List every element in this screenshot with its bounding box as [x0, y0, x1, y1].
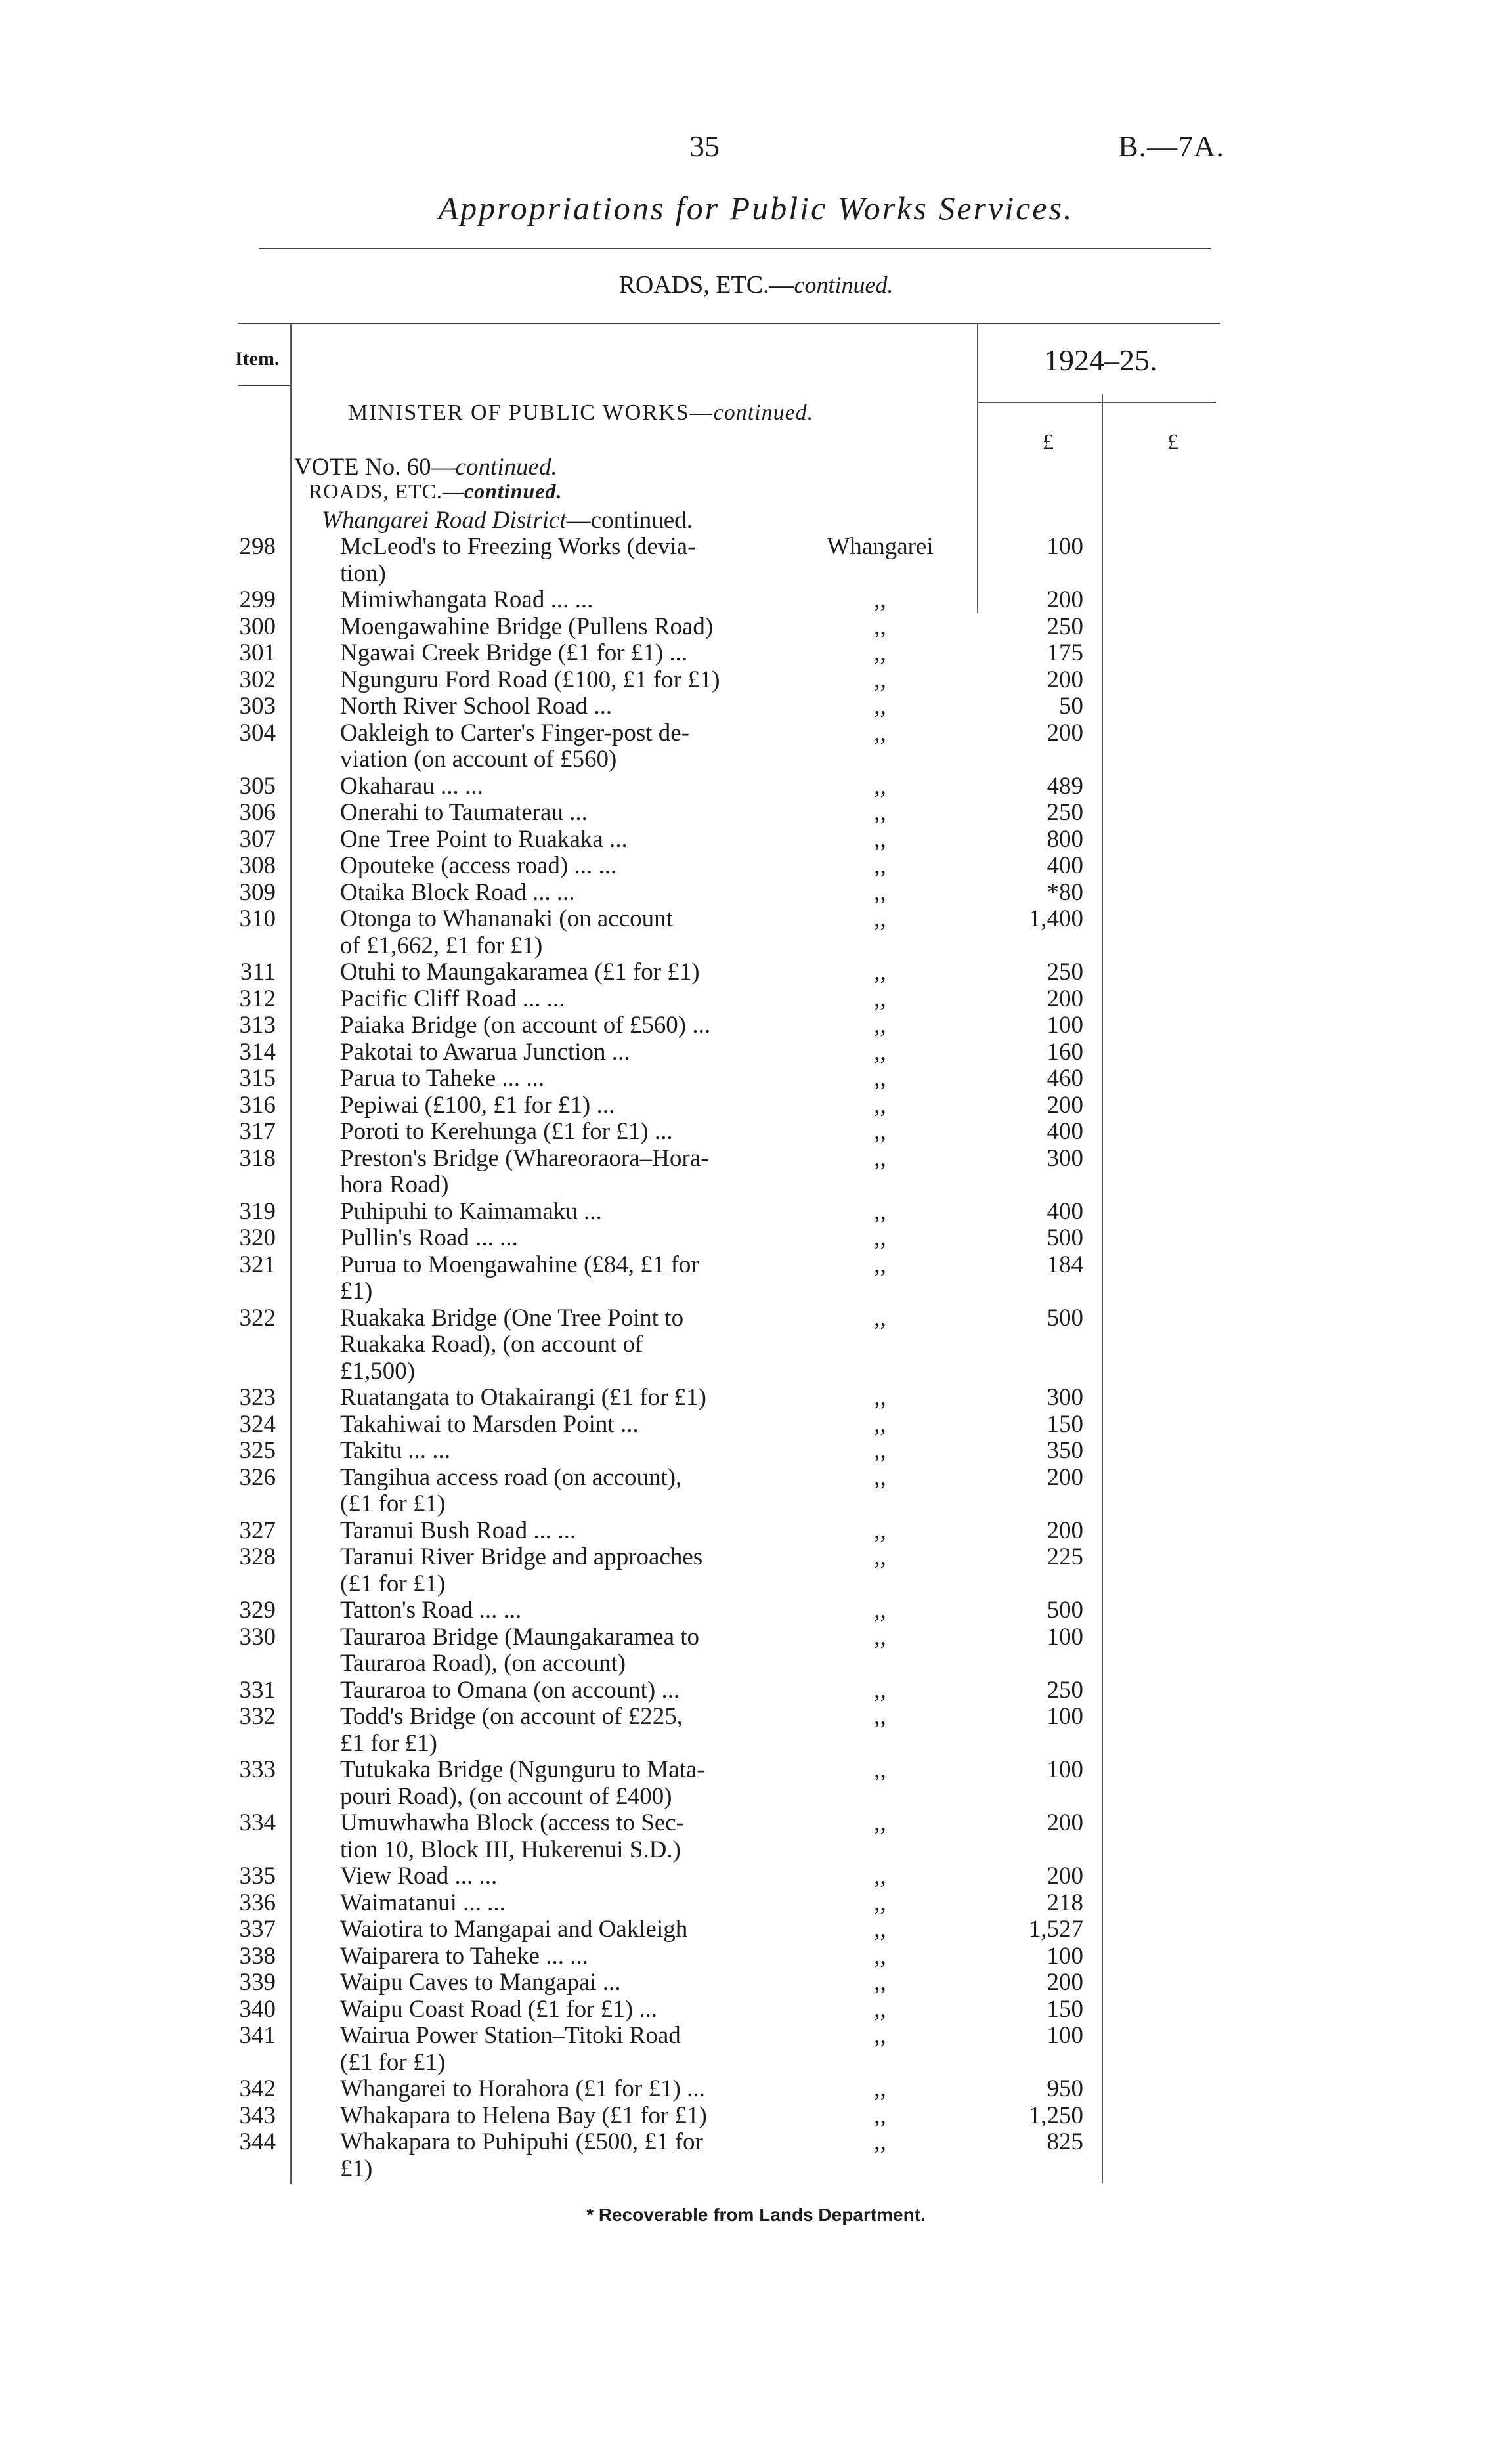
item-description: Whakapara to Helena Bay (£1 for £1) — [340, 2102, 707, 2129]
district-name: ,, — [874, 1039, 886, 1066]
district-name: ,, — [874, 586, 886, 613]
item-description: Waipu Caves to Mangapai ... — [340, 1969, 621, 1996]
item-description: Moengawahine Bridge (Pullens Road) — [340, 613, 714, 640]
district-name: ,, — [874, 1065, 886, 1092]
item-number: 339 — [239, 1969, 276, 1996]
district-name: ,, — [874, 1969, 886, 1996]
amount: 460 — [1047, 1065, 1083, 1092]
item-number: 315 — [239, 1065, 276, 1092]
item-description: Parua to Taheke ... ... — [340, 1065, 545, 1092]
amount: 200 — [1047, 1969, 1083, 1996]
year-header-rule — [978, 402, 1216, 403]
amount: 1,400 — [1028, 905, 1083, 932]
amount: 175 — [1047, 639, 1083, 666]
item-description: Ruakaka Road), (on account of — [340, 1331, 643, 1358]
item-number: 338 — [239, 1943, 276, 1970]
item-number: 336 — [239, 1889, 276, 1916]
district-name: ,, — [874, 1437, 886, 1464]
item-number: 308 — [239, 852, 276, 879]
item-description: Puhipuhi to Kaimamaku ... — [340, 1198, 602, 1225]
district-name: ,, — [874, 1889, 886, 1916]
item-number: 332 — [239, 1703, 276, 1730]
district-name: ,, — [874, 639, 886, 666]
item-number: 309 — [239, 879, 276, 906]
item-header-rule — [238, 385, 290, 386]
item-description: Ngunguru Ford Road (£100, £1 for £1) — [340, 666, 720, 693]
district-name: ,, — [874, 613, 886, 640]
amount: 100 — [1047, 1703, 1083, 1730]
table-top-rule — [238, 323, 1220, 324]
district-name: ,, — [874, 1517, 886, 1544]
section-title — [0, 270, 1512, 299]
item-description: Mimiwhangata Road ... ... — [340, 586, 594, 613]
district-name: ,, — [874, 1118, 886, 1145]
item-description: Waiparera to Taheke ... ... — [340, 1943, 588, 1970]
ministry-heading-text: MINISTER OF PUBLIC WORKS— — [348, 400, 714, 425]
amount: 200 — [1047, 1517, 1083, 1544]
item-description: £1) — [340, 2155, 373, 2182]
item-description: Todd's Bridge (on account of £225, — [340, 1703, 683, 1730]
year-column-header: 1924–25. — [1044, 343, 1157, 377]
district-name: ,, — [874, 1996, 886, 2023]
item-description: Onerahi to Taumaterau ... — [340, 799, 588, 826]
amount: 500 — [1047, 1304, 1083, 1331]
item-description: Preston's Bridge (Whareoraora–Hora- — [340, 1145, 709, 1172]
item-column-line — [290, 324, 292, 2184]
amount: 100 — [1047, 1756, 1083, 1783]
amount-column-left-line — [977, 324, 978, 613]
item-number: 319 — [239, 1198, 276, 1225]
item-description: Tutukaka Bridge (Ngunguru to Mata- — [340, 1756, 705, 1783]
section-title-continued: continued. — [794, 272, 894, 298]
amount: 400 — [1047, 1118, 1083, 1145]
item-description: View Road ... ... — [340, 1863, 498, 1889]
vote-heading — [294, 453, 557, 481]
amount: 200 — [1047, 1809, 1083, 1836]
amount: 200 — [1047, 1863, 1083, 1889]
amount: 500 — [1047, 1597, 1083, 1624]
item-description: pouri Road), (on account of £400) — [340, 1783, 672, 1810]
amount: 300 — [1047, 1384, 1083, 1411]
district-name: ,, — [874, 693, 886, 720]
title-rule — [259, 248, 1211, 249]
item-description: Takitu ... ... — [340, 1437, 450, 1464]
item-number: 343 — [239, 2102, 276, 2129]
ministry-heading-continued: continued. — [713, 400, 814, 425]
item-description: viation (on account of £560) — [340, 746, 617, 773]
district-name: ,, — [874, 1597, 886, 1624]
item-number: 313 — [239, 1012, 276, 1039]
district-name: ,, — [874, 1703, 886, 1730]
item-number: 299 — [239, 586, 276, 613]
item-number: 298 — [239, 533, 276, 560]
item-description: North River School Road ... — [340, 693, 613, 720]
amount: 200 — [1047, 720, 1083, 746]
amount: 950 — [1047, 2075, 1083, 2102]
amount: 150 — [1047, 1411, 1083, 1438]
amount: 184 — [1047, 1251, 1083, 1278]
item-description: hora Road) — [340, 1171, 449, 1198]
ministry-heading — [348, 400, 813, 425]
amount: 218 — [1047, 1889, 1083, 1916]
district-name: ,, — [874, 1677, 886, 1704]
amount: 400 — [1047, 852, 1083, 879]
item-description: £1 for £1) — [340, 1730, 437, 1757]
item-number: 327 — [239, 1517, 276, 1544]
amount: 200 — [1047, 1092, 1083, 1119]
item-description: of £1,662, £1 for £1) — [340, 932, 543, 959]
currency-symbol-2: £ — [1167, 430, 1178, 454]
district-name: ,, — [874, 1809, 886, 1836]
item-number: 314 — [239, 1039, 276, 1066]
item-description: Waipu Coast Road (£1 for £1) ... — [340, 1996, 658, 2023]
item-description: Pakotai to Awarua Junction ... — [340, 1039, 630, 1066]
district-name: ,, — [874, 1624, 886, 1650]
item-number: 304 — [239, 720, 276, 746]
amount: 350 — [1047, 1437, 1083, 1464]
item-number: 326 — [239, 1464, 276, 1491]
item-number: 323 — [239, 1384, 276, 1411]
amount: 200 — [1047, 586, 1083, 613]
district-name: ,, — [874, 1384, 886, 1411]
item-description: Otuhi to Maungakaramea (£1 for £1) — [340, 959, 700, 985]
item-number: 340 — [239, 1996, 276, 2023]
page-number: 35 — [689, 129, 720, 163]
item-description: £1) — [340, 1278, 373, 1304]
item-description: One Tree Point to Ruakaka ... — [340, 826, 628, 853]
amount: 250 — [1047, 959, 1083, 985]
item-description: tion) — [340, 560, 386, 587]
item-description: Taranui River Bridge and approaches — [340, 1543, 703, 1570]
footnote: * Recoverable from Lands Department. — [586, 2205, 926, 2225]
item-number: 328 — [239, 1543, 276, 1570]
district-name: Whangarei — [827, 533, 934, 560]
currency-symbol-1: £ — [1043, 430, 1054, 454]
item-description: Ruakaka Bridge (One Tree Point to — [340, 1304, 684, 1331]
district-name: ,, — [874, 1411, 886, 1438]
item-number: 341 — [239, 2022, 276, 2049]
item-number: 333 — [239, 1756, 276, 1783]
district-name: ,, — [874, 1863, 886, 1889]
item-description: Wairua Power Station–Titoki Road — [340, 2022, 681, 2049]
item-number: 301 — [239, 639, 276, 666]
item-description: Whangarei to Horahora (£1 for £1) ... — [340, 2075, 705, 2102]
roads-heading-text: ROADS, ETC.— — [309, 479, 464, 503]
item-number: 335 — [239, 1863, 276, 1889]
page-title: Appropriations for Public Works Services. — [438, 190, 1074, 226]
vote-heading-continued: continued. — [455, 454, 557, 481]
item-number: 316 — [239, 1092, 276, 1119]
item-description: Pacific Cliff Road ... ... — [340, 985, 565, 1012]
item-number: 310 — [239, 905, 276, 932]
amount: 400 — [1047, 1198, 1083, 1225]
amount: 250 — [1047, 799, 1083, 826]
amount: 825 — [1047, 2128, 1083, 2155]
district-name: ,, — [874, 1916, 886, 1943]
amount-column-line — [1102, 394, 1103, 2183]
amount: 100 — [1047, 2022, 1083, 2049]
roads-heading-continued: continued. — [464, 479, 563, 503]
amount: 500 — [1047, 1224, 1083, 1251]
amount: 200 — [1047, 666, 1083, 693]
item-description: Waimatanui ... ... — [340, 1889, 506, 1916]
item-description: £1,500) — [340, 1358, 416, 1385]
amount: 100 — [1047, 1943, 1083, 1970]
district-name: ,, — [874, 826, 886, 853]
item-number: 305 — [239, 773, 276, 800]
item-description: (£1 for £1) — [340, 1490, 446, 1517]
item-description: Otonga to Whananaki (on account — [340, 905, 673, 932]
item-description: McLeod's to Freezing Works (devia- — [340, 533, 696, 560]
document-code: B.—7A. — [1118, 129, 1224, 163]
item-description: Tauraroa to Omana (on account) ... — [340, 1677, 680, 1704]
district-name: ,, — [874, 852, 886, 879]
item-number: 330 — [239, 1624, 276, 1650]
district-name: ,, — [874, 1012, 886, 1039]
item-number: 312 — [239, 985, 276, 1012]
amount: 160 — [1047, 1039, 1083, 1066]
item-number: 342 — [239, 2075, 276, 2102]
district-name: ,, — [874, 773, 886, 800]
district-name: ,, — [874, 799, 886, 826]
vote-heading-text: VOTE No. 60— — [294, 454, 456, 481]
district-name: ,, — [874, 2102, 886, 2129]
district-name: ,, — [874, 1224, 886, 1251]
item-description: Opouteke (access road) ... ... — [340, 852, 617, 879]
item-number: 306 — [239, 799, 276, 826]
item-number: 317 — [239, 1118, 276, 1145]
amount: 200 — [1047, 985, 1083, 1012]
item-description: Otaika Block Road ... ... — [340, 879, 575, 906]
item-number: 325 — [239, 1437, 276, 1464]
item-description: Pepiwai (£100, £1 for £1) ... — [340, 1092, 615, 1119]
amount: 1,527 — [1028, 1916, 1083, 1943]
item-description: (£1 for £1) — [340, 1570, 446, 1597]
item-description: Okaharau ... ... — [340, 773, 483, 800]
item-number: 331 — [239, 1677, 276, 1704]
item-description: Umuwhawha Block (access to Sec- — [340, 1809, 684, 1836]
item-number: 324 — [239, 1411, 276, 1438]
district-heading-continued: —continued. — [566, 507, 693, 534]
amount: 225 — [1047, 1543, 1083, 1570]
roads-heading — [309, 479, 562, 504]
district-name: ,, — [874, 1092, 886, 1119]
section-title-text: ROADS, ETC.— — [618, 271, 794, 299]
amount: 800 — [1047, 826, 1083, 853]
item-description: tion 10, Block III, Hukerenui S.D.) — [340, 1836, 681, 1863]
item-column-header: Item. — [235, 348, 280, 370]
district-name: ,, — [874, 1251, 886, 1278]
item-description: Purua to Moengawahine (£84, £1 for — [340, 1251, 699, 1278]
district-name: ,, — [874, 985, 886, 1012]
district-heading — [322, 506, 693, 534]
item-number: 300 — [239, 613, 276, 640]
amount: 250 — [1047, 613, 1083, 640]
district-name: ,, — [874, 905, 886, 932]
amount: 100 — [1047, 533, 1083, 560]
item-number: 320 — [239, 1224, 276, 1251]
amount: 1,250 — [1028, 2102, 1083, 2129]
amount: 100 — [1047, 1012, 1083, 1039]
item-description: Tauraroa Bridge (Maungakaramea to — [340, 1624, 700, 1650]
amount: 300 — [1047, 1145, 1083, 1172]
item-number: 318 — [239, 1145, 276, 1172]
amount: 50 — [1059, 693, 1083, 720]
amount: 250 — [1047, 1677, 1083, 1704]
item-description: Oakleigh to Carter's Finger-post de- — [340, 720, 690, 746]
item-description: Ruatangata to Otakairangi (£1 for £1) — [340, 1384, 706, 1411]
item-description: Tangihua access road (on account), — [340, 1464, 682, 1491]
district-name: ,, — [874, 2075, 886, 2102]
district-name: ,, — [874, 1304, 886, 1331]
district-name: ,, — [874, 2128, 886, 2155]
amount: 489 — [1047, 773, 1083, 800]
district-name: ,, — [874, 666, 886, 693]
item-description: Paiaka Bridge (on account of £560) ... — [340, 1012, 711, 1039]
item-description: (£1 for £1) — [340, 2049, 446, 2076]
amount: 150 — [1047, 1996, 1083, 2023]
district-name: ,, — [874, 959, 886, 985]
district-heading-text: Whangarei Road District — [322, 507, 567, 534]
item-number: 302 — [239, 666, 276, 693]
item-number: 329 — [239, 1597, 276, 1624]
amount: *80 — [1047, 879, 1083, 906]
item-description: Tatton's Road ... ... — [340, 1597, 522, 1624]
item-number: 303 — [239, 693, 276, 720]
item-number: 322 — [239, 1304, 276, 1331]
amount: 100 — [1047, 1624, 1083, 1650]
item-description: Poroti to Kerehunga (£1 for £1) ... — [340, 1118, 673, 1145]
district-name: ,, — [874, 1943, 886, 1970]
item-number: 334 — [239, 1809, 276, 1836]
district-name: ,, — [874, 1145, 886, 1172]
item-description: Takahiwai to Marsden Point ... — [340, 1411, 639, 1438]
item-description: Whakapara to Puhipuhi (£500, £1 for — [340, 2128, 703, 2155]
item-description: Taranui Bush Road ... ... — [340, 1517, 576, 1544]
district-name: ,, — [874, 1543, 886, 1570]
item-number: 337 — [239, 1916, 276, 1943]
amount: 200 — [1047, 1464, 1083, 1491]
item-number: 307 — [239, 826, 276, 853]
district-name: ,, — [874, 1198, 886, 1225]
item-number: 321 — [239, 1251, 276, 1278]
district-name: ,, — [874, 1756, 886, 1783]
item-description: Pullin's Road ... ... — [340, 1224, 518, 1251]
item-number: 311 — [240, 959, 276, 985]
item-description: Tauraroa Road), (on account) — [340, 1650, 626, 1677]
district-name: ,, — [874, 1464, 886, 1491]
district-name: ,, — [874, 720, 886, 746]
item-description: Ngawai Creek Bridge (£1 for £1) ... — [340, 639, 688, 666]
item-description: Waiotira to Mangapai and Oakleigh — [340, 1916, 688, 1943]
district-name: ,, — [874, 2022, 886, 2049]
item-number: 344 — [239, 2128, 276, 2155]
district-name: ,, — [874, 879, 886, 906]
